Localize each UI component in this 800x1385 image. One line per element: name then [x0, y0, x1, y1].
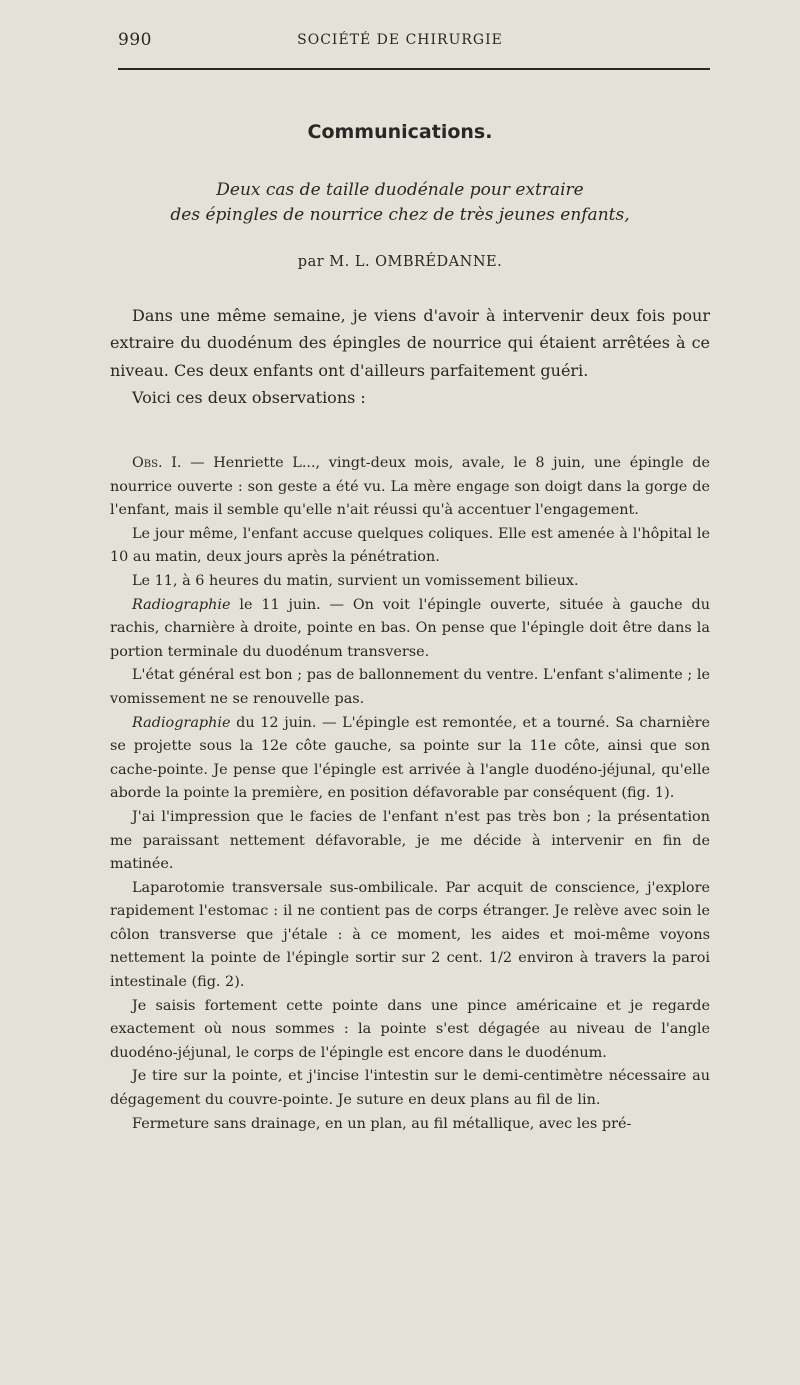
intro-paragraph-1: Dans une même semaine, je viens d'avoir à intervenir deux fois pour extraire du duodénum des épingles de nourrice qui étaient arrêtées à ce niveau. Ces deux enfants ont d'ailleurs parfaitement guéri. — [110, 306, 710, 380]
running-head: SOCIÉTÉ DE CHIRURGIE — [297, 32, 503, 48]
obs-paragraph-5: L'état général est bon ; pas de ballonnement du ventre. L'enfant s'alimente ; le vomissement ne se renouvelle pas. — [110, 667, 710, 707]
obs-label: Obs. I. — [132, 455, 182, 471]
obs-paragraph-1-text: — Henriette L..., vingt-deux mois, avale, le 8 juin, une épingle de nourrice ouverte : son geste a été vu. La mère engage son doigt dans la gorge de l'enfant, mais il semble qu'elle n'ait réussi qu'à accentuer l'engagement. — [110, 455, 711, 519]
obs-paragraph-8: Laparotomie transversale sus-ombilicale. Par acquit de conscience, j'explore rapidement l'estomac : il ne contient pas de corps étranger. Je relève avec soin le côlon transverse que j'étale : à ce moment, les aides et moi-même voyons nettement la pointe de l'épingle sortir sur 2 cent. 1/2 environ à travers la paroi intestinale (fig. 2). — [110, 879, 710, 991]
radiographie-label: Radiographie — [132, 596, 231, 613]
intro-paragraph-2: Voici ces deux observations : — [132, 387, 366, 407]
obs-paragraph-1 — [110, 452, 710, 523]
radiographie-label-2: Radiographie — [132, 714, 231, 731]
obs-paragraph-9: Je saisis fortement cette pointe dans une pince américaine et je regarde exactement où nous sommes : la pointe s'est dégagée au niveau de l'angle duodéno-jéjunal, le corps de l'épingle est encore dans le duodénum. — [110, 997, 710, 1061]
intro-text — [110, 302, 710, 411]
obs-paragraph-6-text: du 12 juin. — L'épingle est remontée, et a tourné. Sa charnière se projette sous la 12e côte gauche, sa pointe sur la 11e côte, ainsi que son cache-pointe. Je pense que l'épingle est arrivée à l'angle duodéno-jéjunal, qu'elle aborde la pointe la première, en position défavorable par conséquent (fig. 1). — [110, 714, 710, 802]
article-title — [0, 178, 800, 228]
obs-paragraph-2: Le jour même, l'enfant accuse quelques coliques. Elle est amenée à l'hôpital le 10 au matin, deux jours après la pénétration. — [110, 525, 710, 566]
obs-paragraph-7: J'ai l'impression que le facies de l'enfant n'est pas très bon ; la présentation me paraissant nettement défavorable, je me décide à intervenir en fin de matinée. — [110, 808, 710, 873]
author-line: par M. L. OMBRÉDANNE. — [297, 254, 503, 270]
obs-paragraph-3: Le 11, à 6 heures du matin, survient un vomissement bilieux. — [132, 572, 579, 589]
article-title-line-2: des épingles de nourrice chez de très jeunes enfants, — [170, 205, 630, 225]
article-title-line-1: Deux cas de taille duodénale pour extraire — [216, 180, 584, 200]
header-rule — [118, 68, 710, 70]
obs-paragraph-4-text: le 11 juin. — On voit l'épingle ouverte, située à gauche du rachis, charnière à droite, pointe en bas. On pense que l'épingle doit être dans la portion terminale du duodénum transverse. — [110, 596, 710, 660]
obs-paragraph-11: Fermeture sans drainage, en un plan, au fil métallique, avec les pré- — [132, 1115, 632, 1132]
section-title: Communications. — [307, 121, 493, 143]
obs-paragraph-6 — [110, 712, 710, 806]
observation-text — [110, 452, 710, 1136]
obs-paragraph-4 — [110, 594, 710, 665]
page-number: 990 — [118, 30, 152, 50]
obs-paragraph-10: Je tire sur la pointe, et j'incise l'intestin sur le demi-centimètre nécessaire au dégagement du couvre-pointe. Je suture en deux plans au fil de lin. — [110, 1068, 710, 1109]
